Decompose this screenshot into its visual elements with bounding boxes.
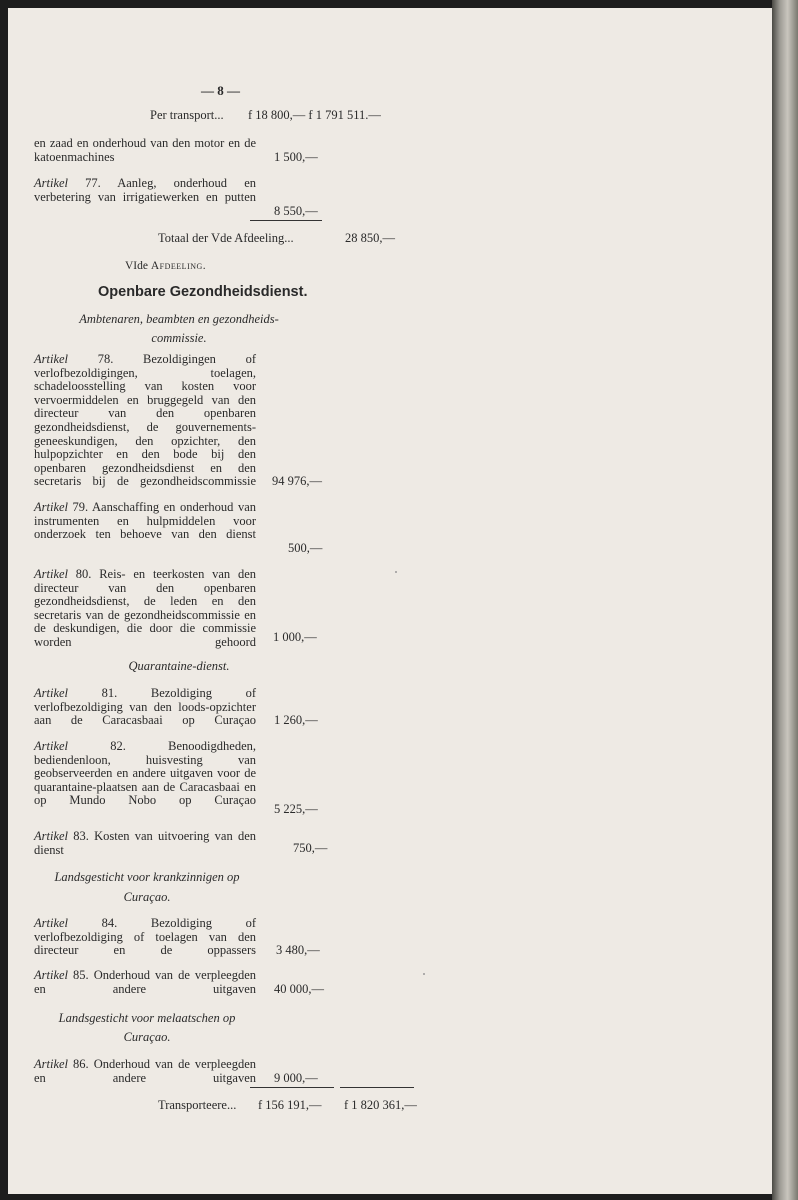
paper-speck (423, 973, 425, 975)
amount-artikel-77: 8 550,— (274, 204, 318, 218)
subtitle-ambtenaren-cont: commissie. (151, 331, 207, 345)
amount-artikel-82: 5 225,— (274, 802, 318, 816)
amount-artikel-81: 1 260,— (274, 713, 318, 727)
transporteere-amount-2: f 1 820 361,— (344, 1098, 417, 1112)
item-text: 84. Bezoldiging of verlofbezoldiging of toelagen van den directeur en de oppassers (34, 916, 256, 958)
subtitle-melaatschen-cont: Curaçao. (123, 1030, 171, 1044)
art-label: Artikel (34, 968, 69, 982)
art-label: Artikel (34, 916, 69, 930)
art-label: Artikel (34, 567, 69, 581)
amount-artikel-85: 40 000,— (274, 982, 324, 996)
page-number: — 8 — (201, 83, 240, 98)
item-artikel-83 (34, 830, 256, 857)
subtitle-quarantaine: Quarantaine-dienst. (128, 659, 230, 673)
item-artikel-77 (34, 177, 256, 204)
art-label: Artikel (34, 739, 69, 753)
subtitle-krankzinnigen-cont: Curaçao. (123, 890, 171, 904)
item-text: 81. Bezoldiging of verlofbezoldiging van den loods-opzichter aan de Caracasbaai op Curaçao (34, 686, 256, 728)
subtotal-rule (250, 220, 322, 221)
section-title: Openbare Gezondheidsdienst. (98, 284, 308, 300)
amount-artikel-86: 9 000,— (274, 1071, 318, 1085)
art-label: Artikel (34, 1057, 69, 1071)
per-transport-amount: f 18 800,— f 1 791 511.— (248, 108, 381, 122)
scan-border-top (0, 0, 798, 8)
item-text: 85. Onderhoud van de verpleegden en andere uitgaven (34, 968, 256, 996)
item-text: 86. Onderhoud van de verpleegden en andere uitgaven (34, 1057, 256, 1085)
amount-artikel-80: 1 000,— (273, 630, 317, 644)
art-label: Artikel (34, 352, 69, 366)
total-rule-right (340, 1087, 414, 1088)
section-label (125, 260, 206, 274)
book-spine-edge (772, 0, 798, 1200)
subtitle-ambtenaren: Ambtenaren, beambten en gezondheids- (79, 312, 279, 326)
paper-speck (395, 571, 397, 573)
art-label: Artikel (34, 829, 69, 843)
item-artikel-79 (34, 501, 256, 542)
art-label: Artikel (34, 686, 69, 700)
item-text: 83. Kosten van uitvoering van den dienst (34, 829, 256, 857)
totaal-amount: 28 850,— (345, 231, 395, 245)
item-motor-text: en zaad en onderhoud van den motor en de katoenmachines (34, 136, 256, 164)
art-label: Artikel (34, 500, 69, 514)
item-text: 80. Reis- en teerkosten van den directeur van den openbaren gezondheidsdienst, de leden en den secretaris van de gezondheidscommissie en de deskundigen, die door die commissie worden gehoord (34, 567, 256, 649)
item-artikel-78 (34, 353, 256, 489)
total-rule-left (250, 1087, 334, 1088)
amount-artikel-79: 500,— (288, 541, 323, 555)
item-artikel-86 (34, 1058, 256, 1085)
amount-artikel-83: 750,— (293, 841, 328, 855)
subtitle-krankzinnigen: Landsgesticht voor krankzinnigen op (54, 870, 240, 884)
amount-artikel-78: 94 976,— (272, 474, 322, 488)
totaal-label: Totaal der Vde Afdeeling... (158, 231, 294, 245)
transporteere-amount-1: f 156 191,— (258, 1098, 322, 1112)
amount-motor: 1 500,— (274, 150, 318, 164)
item-motor (34, 137, 256, 164)
item-artikel-81 (34, 687, 256, 728)
section-number: VIde (125, 260, 148, 272)
document-page (8, 8, 772, 1194)
art-label: Artikel (34, 176, 69, 190)
item-artikel-80 (34, 568, 256, 650)
item-text: 78. Bezoldigingen of verlofbezoldigingen, toelagen, schadeloosstelling van kosten voor vervoermiddelen en bruggegeld van den directeur van den openbaren gezondheidsdienst, de gouvernements-geneeskundigen, den opzichter, den hulpopzichter en den bode bij den openbaren gezondheidsdienst en den secretaris bij de gezondheidscommissie (34, 352, 256, 489)
item-text: 79. Aanschaffing en onderhoud van instrumenten en hulpmiddelen voor onderzoek ten behoeve van den dienst (34, 500, 256, 542)
per-transport-label: Per transport... (150, 108, 224, 122)
subtitle-melaatschen: Landsgesticht voor melaatschen op (58, 1011, 236, 1025)
amount-artikel-84: 3 480,— (276, 943, 320, 957)
section-word: Afdeeling. (150, 260, 207, 272)
item-artikel-85 (34, 969, 256, 996)
item-text: 82. Benoodigdheden, bediendenloon, huisvesting van geobserveerden en andere uitgaven voor de quarantaine-plaatsen aan de Caracasbaai en op Mundo Nobo op Curaçao (34, 739, 256, 808)
item-text: 77. Aanleg, onderhoud en verbetering van irrigatiewerken en putten (34, 176, 256, 204)
transporteere-label: Transporteere... (158, 1098, 237, 1112)
item-artikel-82 (34, 740, 256, 808)
item-artikel-84 (34, 917, 256, 958)
